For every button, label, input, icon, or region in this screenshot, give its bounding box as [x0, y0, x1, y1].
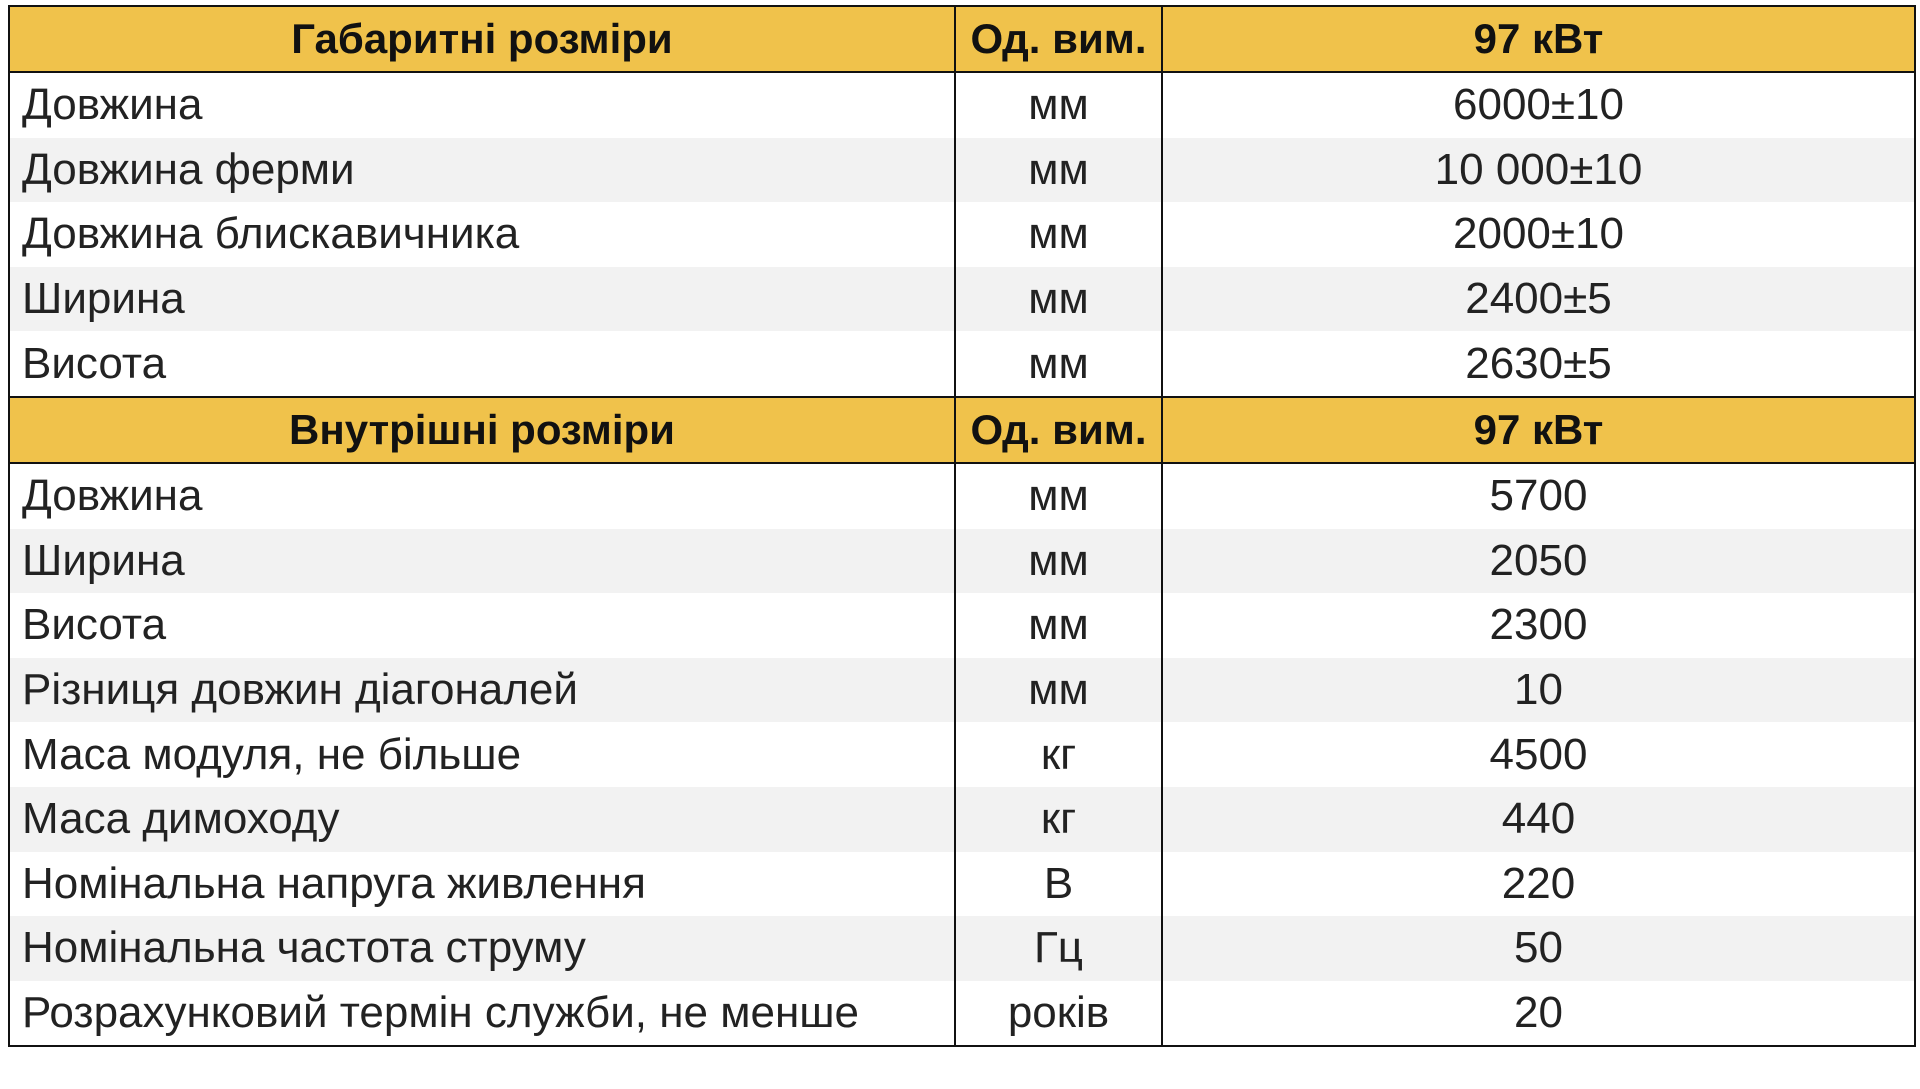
param-unit: мм: [955, 331, 1162, 397]
param-unit: В: [955, 852, 1162, 917]
param-unit: Гц: [955, 916, 1162, 981]
param-value: 2400±5: [1162, 267, 1915, 332]
param-name: Висота: [9, 331, 955, 397]
param-value: 10 000±10: [1162, 138, 1915, 203]
section-title: Габаритні розміри: [9, 6, 955, 72]
table-row: [9, 658, 1915, 723]
value-column-header: 97 кВт: [1162, 6, 1915, 72]
param-name: Маса модуля, не більше: [9, 722, 955, 787]
param-name: Ширина: [9, 529, 955, 594]
param-unit: мм: [955, 593, 1162, 658]
param-name: Ширина: [9, 267, 955, 332]
table-row: [9, 267, 1915, 332]
table-row: [9, 72, 1915, 138]
param-unit: років: [955, 981, 1162, 1047]
unit-column-header: Од. вим.: [955, 6, 1162, 72]
param-name: Маса димоходу: [9, 787, 955, 852]
param-value: 20: [1162, 981, 1915, 1047]
param-name: Різниця довжин діагоналей: [9, 658, 955, 723]
table-row: [9, 463, 1915, 529]
table-row: [9, 529, 1915, 594]
param-value: 2630±5: [1162, 331, 1915, 397]
table-row: [9, 593, 1915, 658]
param-unit: кг: [955, 787, 1162, 852]
table-row: [9, 852, 1915, 917]
table-row: [9, 981, 1915, 1047]
param-value: 6000±10: [1162, 72, 1915, 138]
param-unit: мм: [955, 202, 1162, 267]
param-name: Номінальна напруга живлення: [9, 852, 955, 917]
section-header-overall-dimensions: [9, 6, 1915, 72]
table-row: [9, 787, 1915, 852]
section-title: Внутрішні розміри: [9, 397, 955, 463]
param-name: Висота: [9, 593, 955, 658]
table-row: [9, 916, 1915, 981]
table-row: [9, 722, 1915, 787]
param-value: 220: [1162, 852, 1915, 917]
param-value: 2050: [1162, 529, 1915, 594]
param-unit: мм: [955, 658, 1162, 723]
param-name: Довжина ферми: [9, 138, 955, 203]
param-unit: мм: [955, 529, 1162, 594]
param-value: 2300: [1162, 593, 1915, 658]
param-unit: мм: [955, 267, 1162, 332]
table-row: [9, 331, 1915, 397]
param-name: Номінальна частота струму: [9, 916, 955, 981]
spec-table: [8, 5, 1916, 1047]
param-name: Розрахунковий термін служби, не менше: [9, 981, 955, 1047]
param-unit: мм: [955, 463, 1162, 529]
value-column-header: 97 кВт: [1162, 397, 1915, 463]
table-row: [9, 202, 1915, 267]
param-name: Довжина блискавичника: [9, 202, 955, 267]
param-value: 4500: [1162, 722, 1915, 787]
param-unit: мм: [955, 138, 1162, 203]
param-value: 440: [1162, 787, 1915, 852]
param-value: 50: [1162, 916, 1915, 981]
param-value: 5700: [1162, 463, 1915, 529]
section-header-internal-dimensions: [9, 397, 1915, 463]
param-value: 10: [1162, 658, 1915, 723]
param-unit: мм: [955, 72, 1162, 138]
param-name: Довжина: [9, 72, 955, 138]
table-row: [9, 138, 1915, 203]
unit-column-header: Од. вим.: [955, 397, 1162, 463]
param-name: Довжина: [9, 463, 955, 529]
param-value: 2000±10: [1162, 202, 1915, 267]
param-unit: кг: [955, 722, 1162, 787]
